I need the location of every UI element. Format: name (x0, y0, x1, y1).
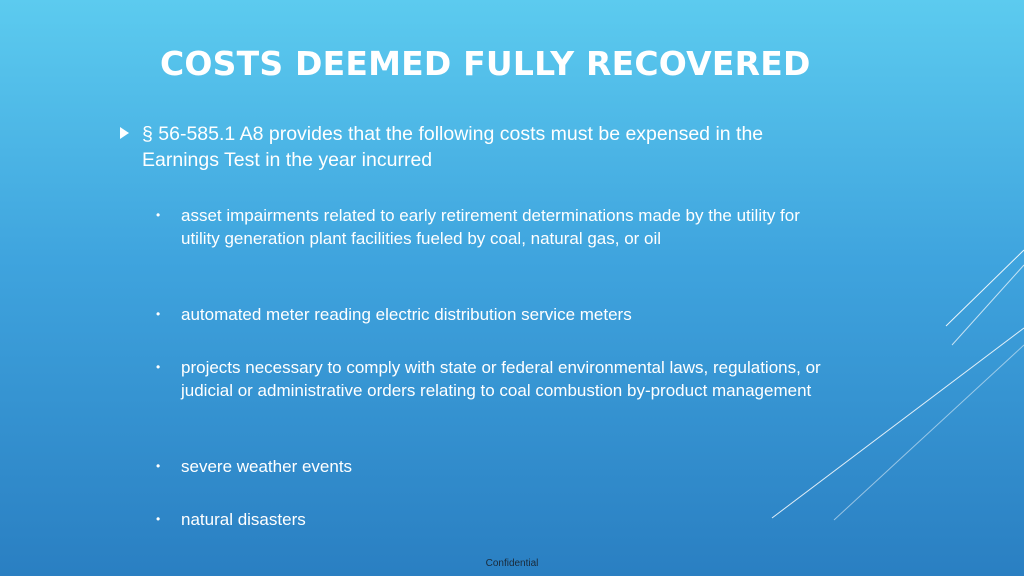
list-item: asset impairments related to early retirement determinations made by the utility for utility generation plant facilities fueled by coal, natural gas, or oil (181, 206, 800, 248)
deco-line-4 (834, 345, 1024, 520)
dot-icon: • (156, 307, 161, 321)
list-item: projects necessary to comply with state or federal environmental laws, regulations, or judicial or administrative orders relating to coal combustion by-product management (181, 358, 821, 400)
list-item: severe weather events (181, 457, 353, 476)
slide-title: COSTS DEEMED FULLY RECOVERED (160, 44, 811, 83)
triangle-right-icon (120, 127, 129, 139)
list-item: automated meter reading electric distribution service meters (181, 305, 632, 324)
dot-icon: • (156, 459, 161, 473)
footer-label: Confidential (485, 558, 539, 569)
main-bullet-text: § 56-585.1 A8 provides that the following costs must be expensed in the Earnings Test in the year incurred (142, 123, 764, 171)
dot-icon: • (156, 208, 161, 222)
deco-line-1 (946, 250, 1024, 326)
dot-icon: • (156, 512, 161, 526)
deco-line-2 (952, 265, 1024, 345)
dot-icon: • (156, 360, 161, 374)
list-item: natural disasters (181, 510, 306, 529)
